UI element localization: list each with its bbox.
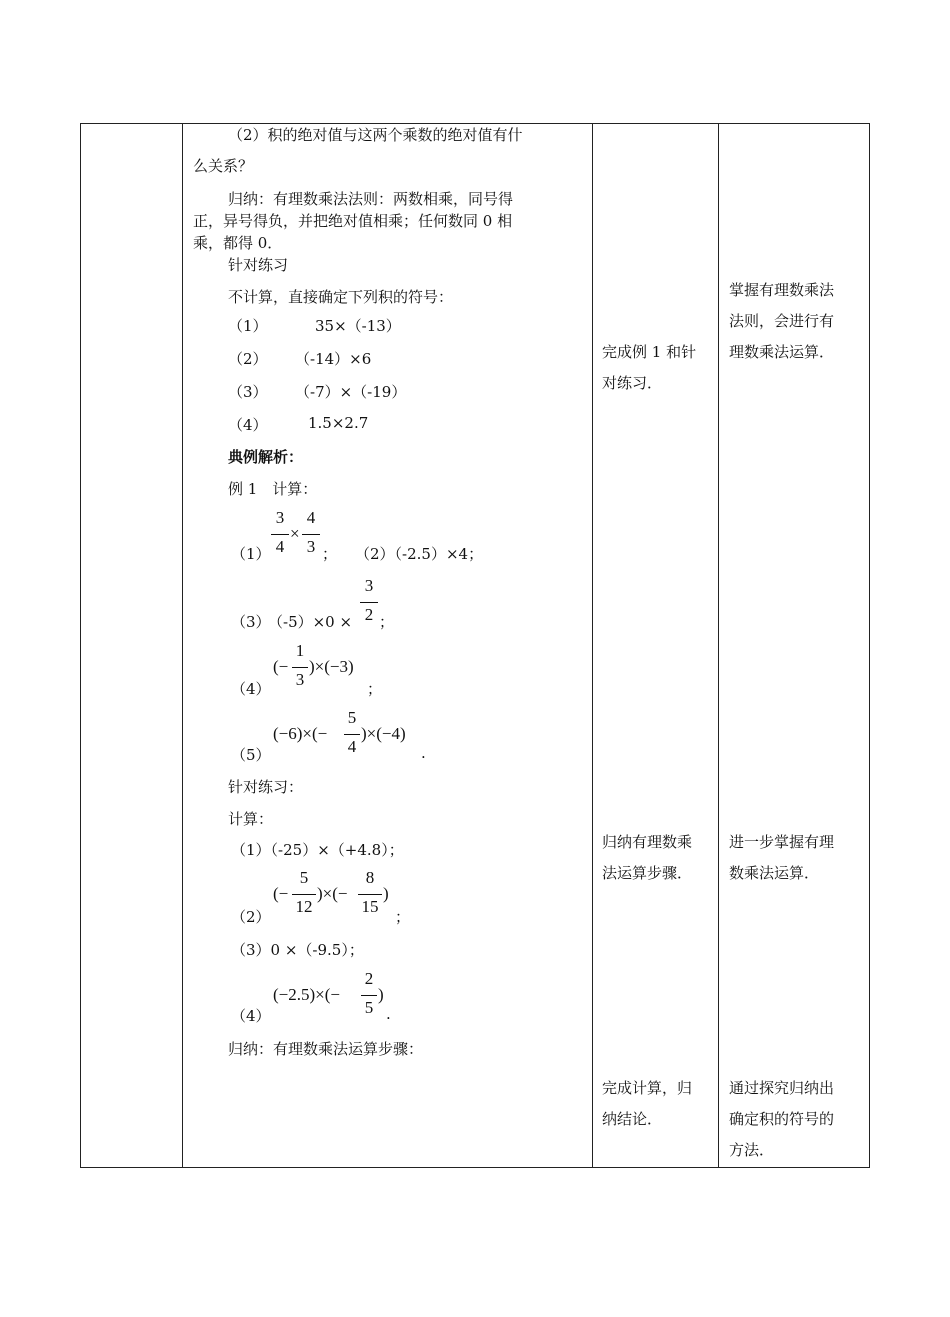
question-2-line2: 么关系？ bbox=[193, 157, 254, 175]
activity-b-line2: 法运算步骤． bbox=[602, 864, 693, 882]
times-open: )×(− bbox=[317, 884, 348, 903]
column-divider bbox=[718, 124, 719, 1167]
example-1-label: （1） bbox=[231, 545, 271, 563]
rule-line2: 正，异号得负，并把绝对值相乘；任何数同 0 相 bbox=[193, 212, 513, 230]
question-2-line1: （2）积的绝对值与这两个乘数的绝对值有什 bbox=[228, 126, 523, 144]
fraction bbox=[360, 576, 378, 628]
example-4-open: (− bbox=[273, 657, 289, 676]
practice2-item-2-label: （2） bbox=[231, 908, 271, 926]
fraction-denominator: 3 bbox=[295, 670, 305, 689]
separator: ； bbox=[379, 613, 395, 631]
fraction-denominator: 5 bbox=[364, 998, 374, 1017]
paren-close: ) bbox=[378, 985, 384, 1004]
fraction-bar bbox=[292, 667, 308, 668]
practice-item-expr: （-7）×（-19） bbox=[295, 383, 407, 401]
calc-label: 计算： bbox=[228, 810, 274, 828]
activity-a-line2: 对练习． bbox=[602, 374, 663, 392]
column-divider bbox=[592, 124, 593, 1167]
fraction-bar bbox=[292, 894, 316, 895]
intent-a-line1: 掌握有理数乘法 bbox=[729, 281, 835, 299]
example-heading: 典例解析： bbox=[228, 448, 304, 466]
example-3-label: （3） bbox=[231, 613, 271, 631]
separator: ； bbox=[367, 680, 383, 698]
fraction-numerator: 3 bbox=[275, 508, 285, 527]
fraction-numerator: 5 bbox=[347, 708, 357, 727]
fraction-bar bbox=[271, 534, 289, 535]
example-title: 例 1 计算： bbox=[228, 480, 318, 498]
fraction-denominator: 4 bbox=[275, 537, 285, 556]
fraction-bar bbox=[361, 995, 377, 996]
separator: ； bbox=[322, 545, 338, 563]
fraction-denominator: 12 bbox=[295, 897, 313, 916]
fraction-bar bbox=[358, 894, 382, 895]
paren-close: ) bbox=[383, 884, 389, 903]
fraction bbox=[344, 708, 360, 760]
fraction bbox=[292, 641, 308, 693]
activity-b-line1: 归纳有理数乘 bbox=[602, 833, 693, 851]
times-sign: × bbox=[290, 524, 300, 543]
intent-c-line2: 确定积的符号的 bbox=[729, 1110, 835, 1128]
rule-line3: 乘，都得 0． bbox=[193, 234, 283, 252]
fraction-numerator: 4 bbox=[306, 508, 316, 527]
practice2-item-4-label: （4） bbox=[231, 1007, 271, 1025]
practice-item-expr: （-14）×6 bbox=[295, 350, 372, 368]
fraction bbox=[302, 508, 320, 560]
separator: . bbox=[421, 744, 426, 762]
practice2-item-4-pre: (−2.5)×(− bbox=[273, 985, 340, 1004]
example-4-rest: )×(−3) bbox=[309, 657, 354, 676]
summary: 归纳：有理数乘法运算步骤： bbox=[228, 1040, 424, 1058]
activity-c-line1: 完成计算，归 bbox=[602, 1079, 693, 1097]
practice-item-label: （4） bbox=[228, 416, 268, 434]
intent-c-line1: 通过探究归纳出 bbox=[729, 1079, 835, 1097]
practice2-item-1: （1）（-25）×（+4.8）； bbox=[231, 841, 404, 859]
intent-a-line2: 法则，会进行有 bbox=[729, 312, 835, 330]
intent-a-line3: 理数乘法运算． bbox=[729, 343, 835, 361]
fraction bbox=[361, 969, 377, 1021]
fraction-bar bbox=[360, 602, 378, 603]
practice2-title: 针对练习： bbox=[228, 778, 304, 796]
example-3-expr: （-5）×0 × bbox=[268, 613, 353, 631]
fraction-denominator: 3 bbox=[306, 537, 316, 556]
intent-b-line1: 进一步掌握有理 bbox=[729, 833, 835, 851]
fraction-bar bbox=[302, 534, 320, 535]
fraction-bar bbox=[344, 734, 360, 735]
intent-b-line2: 数乘法运算． bbox=[729, 864, 820, 882]
practice-item-label: （1） bbox=[228, 317, 268, 335]
fraction-numerator: 8 bbox=[365, 868, 375, 887]
column-divider bbox=[182, 124, 183, 1167]
practice-instruction: 不计算，直接确定下列积的符号： bbox=[228, 288, 454, 306]
example-5-label: （5） bbox=[231, 746, 271, 764]
fraction bbox=[271, 508, 289, 560]
example-5-pre: (−6)×(− bbox=[273, 724, 328, 743]
practice-item-label: （3） bbox=[228, 383, 268, 401]
fraction-denominator: 15 bbox=[361, 897, 379, 916]
example-2: （2）（-2.5）×4； bbox=[355, 545, 484, 563]
intent-c-line3: 方法． bbox=[729, 1141, 775, 1159]
practice-title: 针对练习 bbox=[228, 256, 289, 274]
activity-c-line2: 纳结论． bbox=[602, 1110, 663, 1128]
practice-item-label: （2） bbox=[228, 350, 268, 368]
paren-open: (− bbox=[273, 884, 289, 903]
fraction-denominator: 4 bbox=[347, 737, 357, 756]
practice2-item-3: （3）0 ×（-9.5）； bbox=[231, 941, 364, 959]
fraction bbox=[358, 868, 382, 920]
practice-item-expr: 1.5×2.7 bbox=[308, 414, 369, 432]
activity-a-line1: 完成例 1 和针 bbox=[602, 343, 697, 361]
example-5-rest: )×(−4) bbox=[361, 724, 406, 743]
fraction bbox=[292, 868, 316, 920]
separator: . bbox=[386, 1005, 391, 1023]
fraction-numerator: 2 bbox=[364, 969, 374, 988]
fraction-numerator: 1 bbox=[295, 641, 305, 660]
fraction-denominator: 2 bbox=[364, 605, 374, 624]
fraction-numerator: 5 bbox=[299, 868, 309, 887]
rule-line1: 归纳：有理数乘法法则：两数相乘，同号得 bbox=[228, 190, 514, 208]
practice-item-expr: 35×（-13） bbox=[315, 317, 401, 335]
fraction-numerator: 3 bbox=[364, 576, 374, 595]
example-4-label: （4） bbox=[231, 680, 271, 698]
separator: ； bbox=[395, 908, 411, 926]
